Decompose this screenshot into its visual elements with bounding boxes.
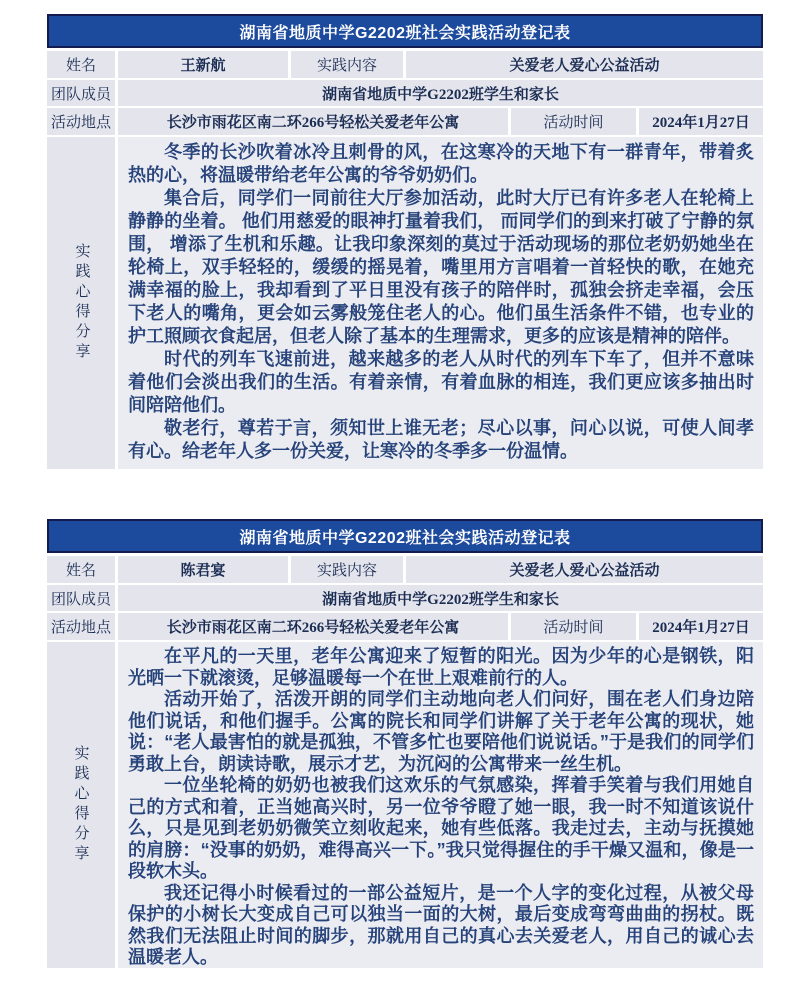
- name-row: [47, 556, 763, 583]
- location-label: 活动地点: [47, 108, 115, 135]
- practice-content-label: 实践内容: [291, 51, 403, 78]
- reflection-label-cell: [47, 642, 115, 968]
- team-members-value: 湖南省地质中学G2202班学生和家长: [118, 585, 763, 611]
- reflection-content: [118, 642, 763, 968]
- name-value: 王新航: [118, 51, 288, 78]
- time-value: 2024年1月27日: [639, 613, 763, 640]
- reflection-row: [47, 137, 763, 469]
- reflection-paragraph: 我还记得小时候看过的一部公益短片，是一个人字的变化过程，从被父母保护的小树长大变成自己可以独当一面的大树，最后变成弯弯曲曲的拐杖。既然我们无法阻止时间的脚步，那就用自己的真心去关爱老人，用自己的诚心去温暖老人。: [128, 882, 754, 967]
- time-value: 2024年1月27日: [639, 108, 763, 135]
- team-members-label: 团队成员: [47, 585, 115, 611]
- name-label: 姓名: [47, 556, 115, 583]
- table-title: 湖南省地质中学G2202班社会实践活动登记表: [47, 519, 763, 553]
- name-row: [47, 51, 763, 78]
- reflection-label: 实践心得分享: [73, 243, 90, 363]
- reflection-paragraph: 在平凡的一天里，老年公寓迎来了短暂的阳光。因为少年的心是钢铁，阳光晒一下就滚烫，足够温暖每一个在世上艰难前行的人。: [128, 646, 754, 688]
- reflection-paragraph: 集合后，同学们一同前往大厅参加活动，此时大厅已有许多老人在轮椅上静静的坐着。 他们用慈爱的眼神打量着我们， 而同学们的到来打破了宁静的氛围， 增添了生机和乐趣。让我印象深刻的莫过于活动现场的那位老奶奶她坐在轮椅上，双手轻轻的，缓缓的摇晃着，嘴里用方言唱着一首轻快的歌，在她充满幸福的脸上，我却看到了平日里没有孩子的陪伴时，孤独会挤走幸福，会压下老人的嘴角，更会如云雾般笼住老人的心。他们虽生活条件不错，也专业的护工照顾衣食起居，但老人除了基本的生理需求，更多的应该是精神的陪伴。: [128, 188, 754, 346]
- location-time-row: [47, 108, 763, 135]
- location-value: 长沙市雨花区南二环266号轻松关爱老年公寓: [118, 108, 508, 135]
- practice-content-value: 关爱老人爱心公益活动: [406, 51, 763, 78]
- reflection-paragraph: 敬老行，尊若于言，须知世上谁无老；尽心以事，问心以说，可使人间孝有心。给老年人多一份关爱，让寒冷的冬季多一份温情。: [128, 418, 754, 461]
- reflection-paragraph: 冬季的长沙吹着冰冷且刺骨的风，在这寒冷的天地下有一群青年，带着炙热的心，将温暖带给老年公寓的爷爷奶奶们。: [128, 142, 754, 185]
- team-members-label: 团队成员: [47, 80, 115, 106]
- name-value: 陈君宴: [118, 556, 288, 583]
- location-value: 长沙市雨花区南二环266号轻松关爱老年公寓: [118, 613, 508, 640]
- reflection-paragraph: 时代的列车飞速前进，越来越多的老人从时代的列车下车了，但并不意味着他们会淡出我们的生活。有着亲情，有着血脉的相连，我们更应该多抽出时间陪陪他们。: [128, 349, 754, 415]
- table-title: 湖南省地质中学G2202班社会实践活动登记表: [47, 14, 763, 48]
- team-members-value: 湖南省地质中学G2202班学生和家长: [118, 80, 763, 106]
- name-label: 姓名: [47, 51, 115, 78]
- reflection-row: [47, 642, 763, 968]
- practice-content-label: 实践内容: [291, 556, 403, 583]
- team-row: [47, 585, 763, 611]
- reflection-label: 实践心得分享: [72, 745, 89, 865]
- reflection-paragraph: 一位坐轮椅的奶奶也被我们这欢乐的气氛感染，挥着手笑着与我们用她自己的方式和着，正当她高兴时，另一位爷爷瞪了她一眼，我一时不知道该说什么，只是见到老奶奶微笑立刻收起来，她有些低落。我走过去，主动与抚摸她的肩膀：“没事的奶奶，难得高兴一下。”我只觉得握住的手干燥又温和，像是一段软木头。: [128, 775, 754, 881]
- registration-table-1: [47, 0, 763, 469]
- reflection-label-cell: [47, 137, 115, 469]
- practice-content-value: 关爱老人爱心公益活动: [406, 556, 763, 583]
- reflection-paragraph: 活动开始了，活泼开朗的同学们主动地向老人们问好，围在老人们身边陪他们说话，和他们握手。公寓的院长和同学们讲解了关于老年公寓的现状，她说：“老人最害怕的就是孤独，不管多忙也要陪他们说说话。”于是我们的同学们勇敢上台，朗读诗歌，展示才艺，为沉闷的公寓带来一丝生机。: [128, 689, 754, 774]
- reflection-content: [118, 137, 763, 469]
- team-row: [47, 80, 763, 106]
- location-time-row: [47, 613, 763, 640]
- registration-table-2: [47, 519, 763, 968]
- time-label: 活动时间: [511, 613, 636, 640]
- time-label: 活动时间: [511, 108, 636, 135]
- location-label: 活动地点: [47, 613, 115, 640]
